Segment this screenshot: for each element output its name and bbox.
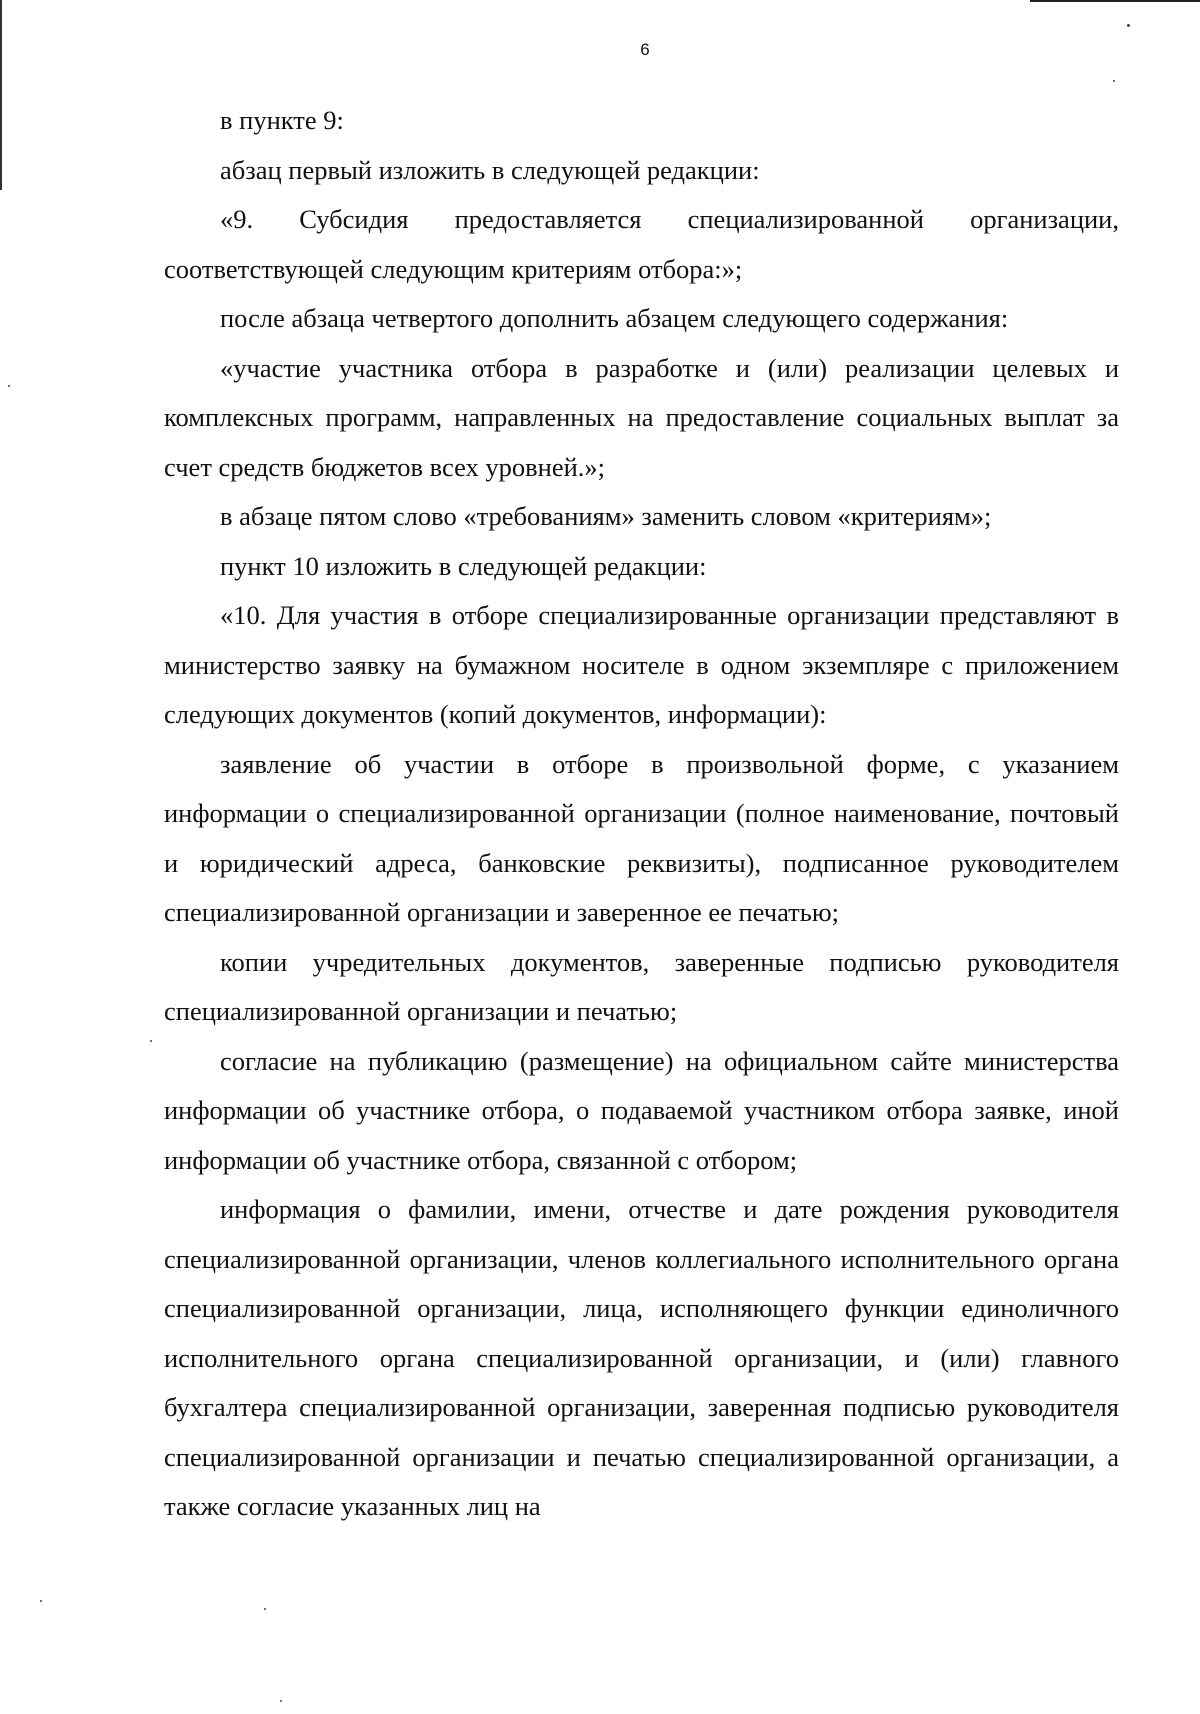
paragraph: «9. Субсидия предоставляется специализированной организации, соответствующей следующим критериям отбора:»;: [164, 204, 1119, 284]
scan-speck: [280, 1700, 282, 1702]
paragraph: абзац первый изложить в следующей редакции:: [220, 154, 760, 185]
paragraph: заявление об участии в отборе в произвольной форме, с указанием информации о специализированной организации (полное наименование, почтовый и юридический адреса, банковские реквизиты), подписанное руководителем специализированной организации и заверенное ее печатью;: [164, 748, 1119, 927]
page-number: 6: [640, 40, 650, 59]
paragraph: «участие участника отбора в разработке и (или) реализации целевых и комплексных программ, направленных на предоставление социальных выплат за счет средств бюджетов всех уровней.»;: [164, 352, 1119, 482]
paragraph: информация о фамилии, имени, отчестве и дате рождения руководителя специализированной организации, членов коллегиального исполнительного органа специализированной организации, лица, исполняющего функции единоличного исполнительного органа специализированной организации, и (или) главного бухгалтера специализированной организации, заверенная подписью руководителя специализированной организации и печатью специализированной организации, а также согласие указанных лиц на: [164, 1194, 1119, 1521]
paragraph: в абзаце пятом слово «требованиям» заменить словом «критериям»;: [220, 501, 992, 531]
scan-border-top: [1030, 0, 1200, 2]
paragraph: согласие на публикацию (размещение) на официальном сайте министерства информации об участнике отбора, о подаваемой участником отбора заявке, иной информации об участнике отбора, связанной с отбором;: [164, 1045, 1119, 1175]
scan-speck: [1127, 24, 1130, 27]
scan-speck: [150, 1040, 152, 1042]
paragraph: копии учредительных документов, заверенные подписью руководителя специализированной организации и печатью;: [164, 946, 1119, 1026]
scan-speck: [8, 385, 10, 387]
scan-speck: [1113, 80, 1115, 82]
paragraph: в пункте 9:: [220, 105, 344, 135]
paragraph: после абзаца четвертого дополнить абзацем следующего содержания:: [220, 303, 1009, 333]
scan-speck: [40, 1600, 42, 1602]
paragraph: «10. Для участия в отборе специализированные организации представляют в министерство заявку на бумажном носителе в одном экземпляре с приложением следующих документов (копий документов, информации):: [164, 600, 1119, 729]
document-body: [164, 96, 1119, 1532]
paragraph: пункт 10 изложить в следующей редакции:: [220, 550, 707, 581]
scan-speck: [264, 1608, 266, 1610]
scan-border-left: [0, 0, 2, 190]
